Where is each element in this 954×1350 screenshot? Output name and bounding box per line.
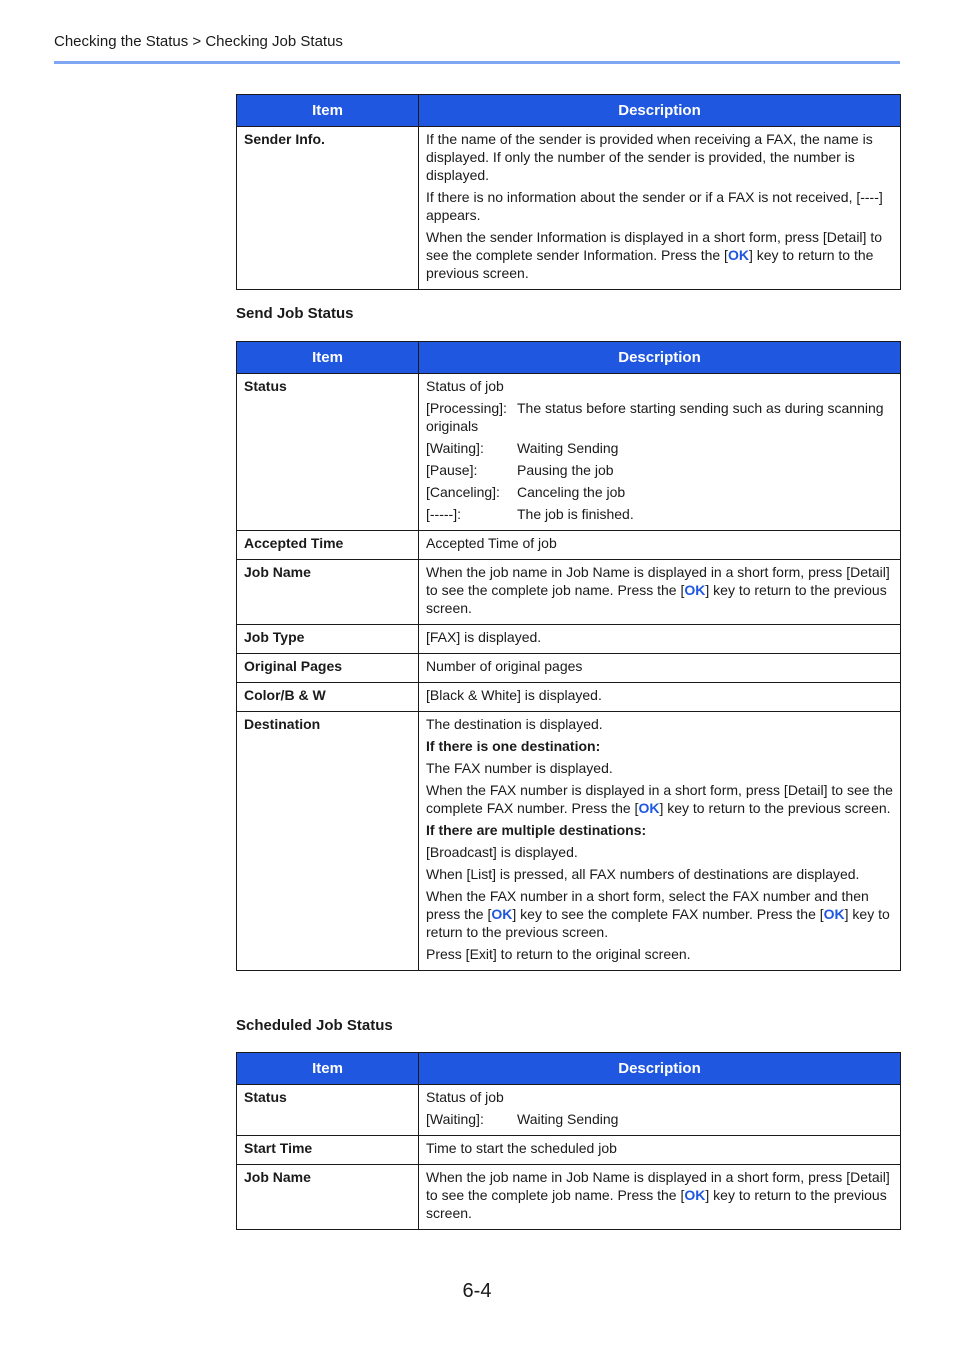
row-description: Time to start the scheduled job (419, 1136, 901, 1165)
section-title-send-job-status: Send Job Status (236, 305, 354, 322)
ok-key-label: OK (684, 582, 706, 598)
description-subheading: If there are multiple destinations: (426, 822, 647, 838)
description-text: When the FAX number is displayed in a short form, press [Detail] to see the complete FAX number. Press the [OK] key to return to the previous screen. (426, 782, 893, 816)
row-item-color: Color/B & W (237, 683, 419, 712)
status-entry (426, 1110, 893, 1128)
row-item-start-time: Start Time (237, 1136, 419, 1165)
row-description (419, 712, 901, 971)
row-item-job-name: Job Name (237, 560, 419, 625)
status-entry (426, 505, 893, 523)
status-entry (426, 461, 893, 479)
table-row (237, 683, 901, 712)
status-value: The job is finished. (517, 506, 634, 522)
status-value: Pausing the job (517, 462, 614, 478)
column-header-item: Item (237, 95, 419, 127)
section-title-scheduled-job-status: Scheduled Job Status (236, 1017, 393, 1034)
description-text: The FAX number is displayed. (426, 760, 613, 776)
row-description: When the job name in Job Name is displayed in a short form, press [Detail] to see the complete job name. Press the [OK] key to return to the previous screen. (419, 560, 901, 625)
column-header-description: Description (419, 1053, 901, 1085)
sender-info-table (236, 94, 901, 290)
table-row (237, 625, 901, 654)
row-item-status: Status (237, 374, 419, 531)
description-text: The destination is displayed. (426, 716, 603, 732)
status-value: Canceling the job (517, 484, 626, 500)
description-text: If there is no information about the sender or if a FAX is not received, [----] appears. (426, 189, 883, 223)
table-row (237, 560, 901, 625)
table-row (237, 1136, 901, 1165)
description-subheading: If there is one destination: (426, 738, 601, 754)
status-entry (426, 439, 893, 457)
description-text: If the name of the sender is provided when receiving a FAX, the name is displayed. If only the number of the sender is provided, the number is displayed. (426, 131, 873, 183)
row-description: [FAX] is displayed. (419, 625, 901, 654)
status-key: [Waiting]: (426, 1111, 484, 1127)
status-key: [-----]: (426, 506, 461, 522)
header-divider (54, 61, 900, 64)
status-entry (426, 399, 893, 435)
row-item-destination: Destination (237, 712, 419, 971)
status-value: Waiting Sending (517, 1111, 619, 1127)
row-item-original-pages: Original Pages (237, 654, 419, 683)
scheduled-job-status-table (236, 1052, 901, 1230)
row-item-accepted-time: Accepted Time (237, 531, 419, 560)
table-row (237, 374, 901, 531)
ok-key-label: OK (638, 800, 660, 816)
description-text: When the sender Information is displayed in a short form, press [Detail] to see the complete sender Information. Press the [OK] key to return to the previous screen. (426, 229, 882, 281)
description-text: When the FAX number in a short form, select the FAX number and then press the [OK] key to see the complete FAX number. Press the [OK] key to return to the previous screen. (426, 888, 890, 940)
row-item-job-name: Job Name (237, 1165, 419, 1230)
column-header-item: Item (237, 342, 419, 374)
send-job-status-table (236, 341, 901, 971)
status-value: The status before starting sending such as during scanning originals (426, 400, 884, 434)
description-text: Press [Exit] to return to the original screen. (426, 946, 691, 962)
description-text: Status of job (426, 378, 504, 394)
row-description: When the job name in Job Name is displayed in a short form, press [Detail] to see the complete job name. Press the [OK] key to return to the previous screen. (419, 1165, 901, 1230)
row-item-sender-info: Sender Info. (237, 127, 419, 290)
status-entry (426, 483, 893, 501)
column-header-description: Description (419, 95, 901, 127)
ok-key-label: OK (684, 1187, 706, 1203)
description-text: Status of job (426, 1089, 504, 1105)
column-header-description: Description (419, 342, 901, 374)
status-key: [Pause]: (426, 462, 478, 478)
row-description (419, 374, 901, 531)
status-key: [Processing]: (426, 400, 507, 416)
row-description: [Black & White] is displayed. (419, 683, 901, 712)
ok-key-label: OK (491, 906, 513, 922)
row-description (419, 1085, 901, 1136)
page-number: 6-4 (462, 1280, 492, 1302)
table-row (237, 1165, 901, 1230)
ok-key-label: OK (823, 906, 845, 922)
status-key: [Canceling]: (426, 484, 500, 500)
table-row (237, 127, 901, 290)
row-description: Number of original pages (419, 654, 901, 683)
table-row (237, 1085, 901, 1136)
row-description (419, 127, 901, 290)
description-text: When [List] is pressed, all FAX numbers of destinations are displayed. (426, 866, 860, 882)
status-value: Waiting Sending (517, 440, 619, 456)
column-header-item: Item (237, 1053, 419, 1085)
ok-key-label: OK (727, 247, 749, 263)
table-row (237, 712, 901, 971)
row-description: Accepted Time of job (419, 531, 901, 560)
description-text: [Broadcast] is displayed. (426, 844, 578, 860)
row-item-job-type: Job Type (237, 625, 419, 654)
breadcrumb: Checking the Status > Checking Job Status (54, 33, 343, 50)
row-item-status: Status (237, 1085, 419, 1136)
status-key: [Waiting]: (426, 440, 484, 456)
table-row (237, 531, 901, 560)
table-row (237, 654, 901, 683)
